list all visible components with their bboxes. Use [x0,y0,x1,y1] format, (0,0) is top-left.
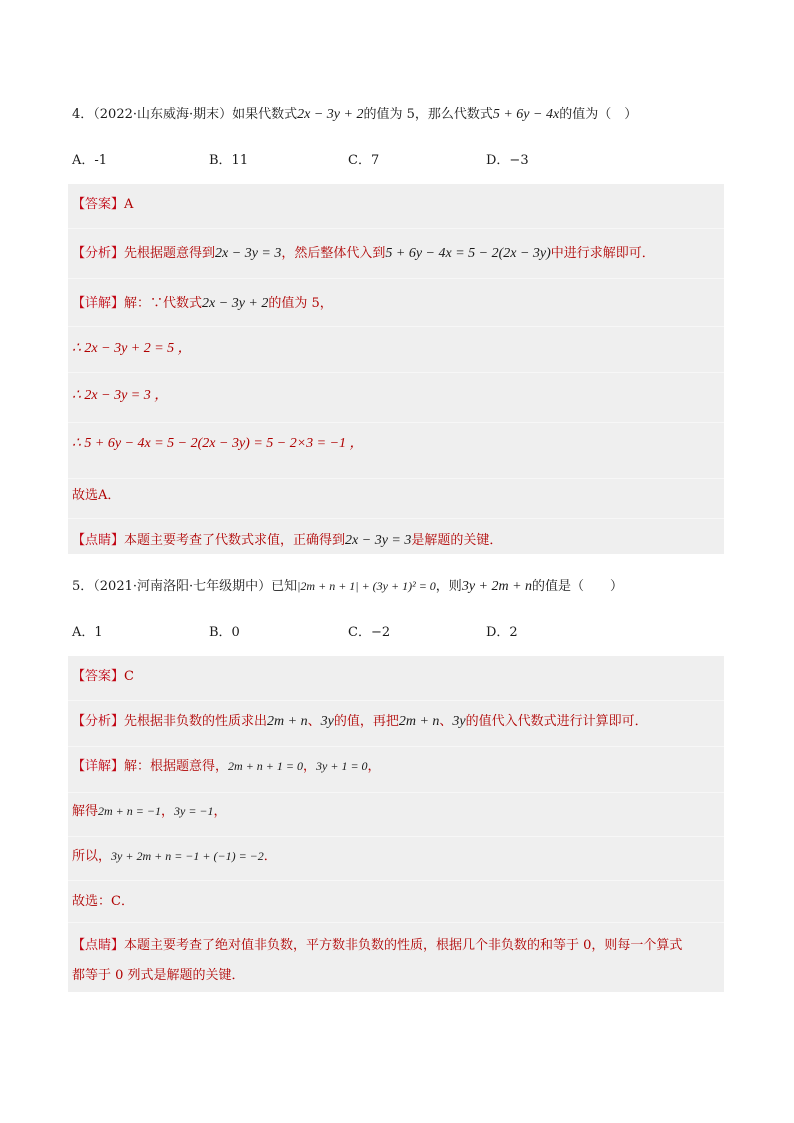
q5-solution-box [68,656,724,992]
q5-point: 【点睛】本题主要考查了绝对值非负数，平方数非负数的性质，根据几个非负数的和等于 0，则每一个算式 [72,938,683,953]
q5-answer: 【答案】C [72,669,134,684]
q4-choice: 故选A． [72,488,121,503]
q5-step-2: 所以，3y + 2m + n = −1 + (−1) = −2． [72,849,277,864]
q4-analysis: 【分析】先根据题意得到2x − 3y = 3，然后整体代入到5 + 6y − 4x = 5 − 2(2x − 3y)中进行求解即可． [72,246,655,261]
q4-option-b: B．11 [209,153,249,168]
q5-stem: 5．（2021·河南洛阳·七年级期中）已知|2m + n + 1| + (3y + 1)² = 0，则3y + 2m + n的值是（ ） [72,579,624,594]
q5-choice: 故选：C． [72,894,134,909]
q4-stem: 4．（2022·山东威海·期末）如果代数式2x − 3y + 2的值为 5，那么代数式5 + 6y − 4x的值为（ ） [72,107,638,122]
q5-option-a: A．1 [72,625,103,640]
q5-detail: 【详解】解：根据题意得，2m + n + 1 = 0，3y + 1 = 0， [72,759,381,774]
q4-step-3: ∴ 5 + 6y − 4x = 5 − 2(2x − 3y) = 5 − 2×3 = −1 ， [72,436,364,451]
q4-answer: 【答案】A [72,197,134,212]
q4-detail: 【详解】解：∵代数式2x − 3y + 2的值为 5， [72,296,333,311]
q4-option-c: C．7 [348,153,380,168]
q4-solution-box [68,184,724,554]
q5-analysis: 【分析】先根据非负数的性质求出2m + n、3y的值，再把2m + n、3y的值代入代数式进行计算即可． [72,714,648,729]
q4-step-1: ∴ 2x − 3y + 2 = 5 ， [72,341,192,356]
q5-option-c: C．−2 [348,625,391,640]
q4-option-a: A．-1 [72,153,108,168]
q5-step-1: 解得2m + n = −1，3y = −1， [72,804,227,819]
q5-point-line-2: 都等于 0 列式是解题的关键． [72,968,245,983]
q4-point: 【点睛】本题主要考查了代数式求值，正确得到2x − 3y = 3是解题的关键． [72,533,503,548]
q4-option-d: D．−3 [486,153,529,168]
q4-step-2: ∴ 2x − 3y = 3 ， [72,388,169,403]
q5-option-b: B．0 [209,625,240,640]
q5-option-d: D．2 [486,625,518,640]
